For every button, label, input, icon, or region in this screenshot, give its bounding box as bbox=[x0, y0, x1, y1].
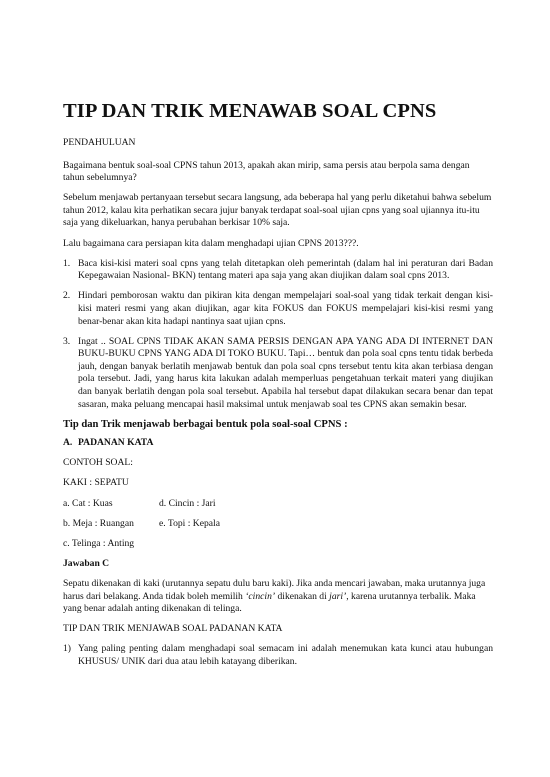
tips-heading: Tip dan Trik menjawab berbagai bentuk pola soal-soal CPNS : bbox=[63, 418, 348, 430]
answer-options bbox=[63, 498, 493, 551]
paragraph: Lalu bagaimana cara persiapan kita dalam menghadapi ujian CPNS 2013???. bbox=[63, 237, 359, 249]
list-item bbox=[63, 643, 493, 668]
list-item bbox=[63, 258, 493, 283]
list-text: Yang paling penting dalam menghadapi soal semacam ini adalah menemukan kata kunci atau hubungan KHUSUS/ UNIK dari dua atau lebih katayang diberikan. bbox=[78, 643, 493, 667]
answer-label: Jawaban C bbox=[63, 557, 110, 569]
section-a-heading bbox=[63, 437, 493, 450]
section-label: PADANAN KATA bbox=[78, 437, 154, 449]
list-number: 1) bbox=[63, 643, 71, 655]
list-text: Hindari pemborosan waktu dan pikiran kita dengan mempelajari soal-soal yang tidak terkait dengan kisi-kisi materi resmi yang akan diujikan, agar kita FOKUS dan FOKUS mempelajari kisi-kisi resmi yang benar-benar akan kita hadapi nantinya saat ujian cpns. bbox=[78, 290, 493, 327]
list-item bbox=[63, 290, 493, 328]
option-a: a. Cat : Kuas bbox=[63, 497, 113, 509]
list-number: 3. bbox=[63, 335, 71, 347]
list-number: 2. bbox=[63, 290, 71, 302]
section-number: A. bbox=[63, 437, 73, 449]
example-label: CONTOH SOAL: bbox=[63, 457, 133, 469]
document-body bbox=[63, 137, 493, 676]
explanation-italic: jari’ bbox=[329, 590, 347, 602]
list-number: 1. bbox=[63, 257, 71, 269]
option-b: b. Meja : Ruangan bbox=[63, 517, 134, 529]
tips-list bbox=[63, 258, 493, 412]
list-item bbox=[63, 336, 493, 412]
paragraph: Bagaimana bentuk soal-soal CPNS tahun 2013, apakah akan mirip, sama persis atau berpola sama dengan tahun sebelumnya? bbox=[63, 159, 470, 184]
option-d: d. Cincin : Jari bbox=[159, 497, 216, 509]
explanation-paragraph bbox=[63, 578, 493, 616]
paragraph: Sebelum menjawab pertanyaan tersebut secara langsung, ada beberapa hal yang perlu diketahui bahwa sebelum tahun 2012, kalau kita perhatikan secara jujur banyak terdapat soal-soal ujian cpns yang soal ujiannya itu-itu saja yang dikeluarkan, hanya perubahan berkisar 10% saja. bbox=[63, 192, 492, 229]
option-e: e. Topi : Kepala bbox=[159, 517, 220, 529]
explanation-text: Sepatu dikenakan di kaki (urutannya sepatu dulu baru kaki). Jika anda mencari jawaban, maka urutannya juga harus dari belakang. Anda tidak boleh memilih bbox=[63, 577, 486, 602]
question-text: KAKI : SEPATU bbox=[63, 477, 129, 489]
explanation-text: dikenakan di bbox=[275, 590, 330, 602]
explanation-italic: ‘cincin’ bbox=[245, 590, 276, 602]
document-title: TIP DAN TRIK MENAWAB SOAL CPNS bbox=[63, 100, 437, 122]
tip-heading-padanan: TIP DAN TRIK MENJAWAB SOAL PADANAN KATA bbox=[63, 623, 283, 635]
section-heading-pendahuluan: PENDAHULUAN bbox=[63, 137, 136, 148]
list-text: Ingat .. SOAL CPNS TIDAK AKAN SAMA PERSIS DENGAN APA YANG ADA DI INTERNET DAN BUKU-BUKU CPNS YANG ADA DI TOKO BUKU. Tapi… bentuk dan pola soal cpns tentu tidak berbeda jauh, dengan banyak berlatih menjawab bentuk dan pola soal cpns tersebut tentu kita akan terbiasa dengan pola tersebut. Jadi, yang harus kita lakukan adalah memperluas pengetahuan terkait materi yang diujikan dan banyak berlatih dengan pola soal tersebut. Apabila hal tersebut dapat dilakukan secara benar dan tepat sasaran, maka peluang mencapai hasil maksimal untuk menjawab soal tes CPNS akan semakin besar. bbox=[78, 335, 493, 410]
list-text: Baca kisi-kisi materi soal cpns yang telah ditetapkan oleh pemerintah (dalam hal ini peraturan dari Badan Kepegawaian Nasional- BKN) tentang materi apa saja yang akan diujikan dalam soal cpns 2013. bbox=[78, 257, 493, 282]
explanation-text: , karena urutannya terbalik. Maka yang benar adalah anting dikenakan di telinga. bbox=[63, 590, 476, 615]
option-c: c. Telinga : Anting bbox=[63, 537, 135, 549]
padanan-tips-list bbox=[63, 643, 493, 668]
